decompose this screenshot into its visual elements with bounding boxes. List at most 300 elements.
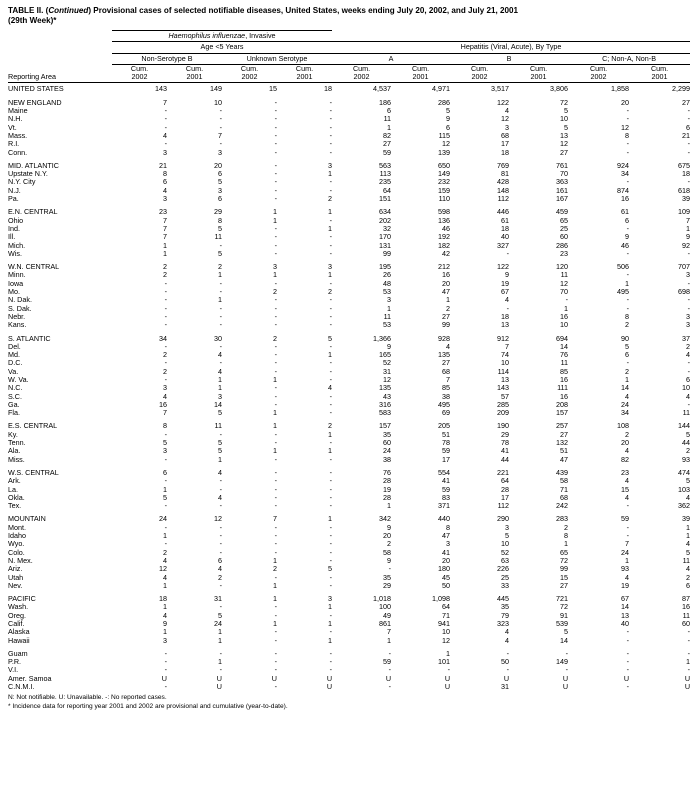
row-cell: 6 xyxy=(218,555,222,565)
row-cell: - xyxy=(626,248,630,258)
row-cell: 31 xyxy=(383,366,392,376)
row-cell: 6 xyxy=(446,122,451,132)
row-cell: 2 xyxy=(446,303,451,313)
row-cell: - xyxy=(274,320,277,330)
row-cell: 180 xyxy=(438,564,451,574)
row-cell: 68 xyxy=(501,130,510,140)
row-cell: - xyxy=(329,311,333,321)
row-area-label: Upstate N.Y. xyxy=(8,169,48,179)
row-cell: 6 xyxy=(218,194,222,204)
row-cell: 5 xyxy=(686,429,691,439)
row-cell: 4 xyxy=(686,564,691,574)
row-cell: 5 xyxy=(328,333,333,343)
row-cell: 323 xyxy=(497,619,510,628)
row-cell: 11 xyxy=(214,421,222,431)
row-cell: U xyxy=(326,673,333,683)
row-cell: - xyxy=(219,476,222,486)
row-area-label: W. Va. xyxy=(8,374,29,384)
col-header-year-4: 2001 xyxy=(296,72,313,82)
row-cell: 226 xyxy=(497,564,510,574)
row-area-label: Nev. xyxy=(8,580,23,590)
row-cell: - xyxy=(329,627,333,637)
row-cell: 1,018 xyxy=(373,594,392,604)
row-cell: 235 xyxy=(379,177,392,187)
row-cell: 85 xyxy=(560,366,569,376)
row-cell: 27 xyxy=(560,580,569,590)
row-cell: 34 xyxy=(159,333,167,343)
row-cell: 38 xyxy=(383,454,392,464)
row-cell: 4 xyxy=(218,564,222,574)
row-area-label: Vt. xyxy=(8,122,17,132)
row-cell: 20 xyxy=(442,555,451,565)
row-area-label: Pa. xyxy=(8,194,19,204)
row-cell: 1 xyxy=(625,555,630,565)
row-cell: - xyxy=(219,547,222,557)
row-cell: - xyxy=(626,648,630,658)
row-cell: - xyxy=(219,341,222,351)
row-cell: 1 xyxy=(446,295,451,305)
row-cell: - xyxy=(329,648,333,658)
col-header-cum-5: Cum. xyxy=(352,63,371,73)
row-cell: - xyxy=(274,492,277,502)
row-cell: 4 xyxy=(505,295,510,305)
row-cell: 1 xyxy=(218,454,222,464)
row-cell: - xyxy=(164,648,167,658)
row-cell: 539 xyxy=(556,619,569,628)
row-cell: 1 xyxy=(163,580,167,590)
row-cell: 1 xyxy=(218,383,222,393)
row-cell: 6 xyxy=(163,467,167,477)
footnote-line-1: N: Not notifiable. U: Unavailable. -: No reported cases. xyxy=(8,694,167,702)
notifiable-diseases-table xyxy=(8,30,690,691)
row-cell: 10 xyxy=(560,114,569,124)
row-cell: 19 xyxy=(501,278,510,288)
row-cell: 29 xyxy=(214,207,222,217)
row-cell: 67 xyxy=(621,594,630,604)
row-area-label: UNITED STATES xyxy=(8,84,64,94)
row-area-label: Oreg. xyxy=(8,610,26,620)
row-cell: - xyxy=(687,399,691,409)
col-header-year-8: 2001 xyxy=(530,72,547,82)
table-row xyxy=(8,99,690,107)
row-cell: 161 xyxy=(556,185,569,195)
row-cell: - xyxy=(274,572,277,582)
row-cell: - xyxy=(506,248,510,258)
row-cell: 70 xyxy=(560,169,569,179)
row-cell: 327 xyxy=(497,240,510,250)
row-cell: U xyxy=(684,673,691,683)
table-row xyxy=(8,431,690,439)
row-cell: 3 xyxy=(686,270,691,280)
row-cell: 8 xyxy=(625,130,630,140)
col-header-year-5: 2002 xyxy=(353,72,370,82)
row-cell: 12 xyxy=(560,139,569,149)
row-cell: 1 xyxy=(686,522,691,532)
row-cell: 83 xyxy=(442,492,451,502)
row-cell: 618 xyxy=(678,185,691,195)
row-cell: - xyxy=(274,194,277,204)
row-cell: 4 xyxy=(625,492,630,502)
row-cell: 3 xyxy=(218,185,222,195)
row-cell: 190 xyxy=(497,421,510,431)
row-cell: U xyxy=(562,673,569,683)
row-area-label: Mo. xyxy=(8,287,20,297)
row-cell: 109 xyxy=(678,207,691,217)
row-cell: - xyxy=(219,106,222,116)
row-cell: 19 xyxy=(383,484,392,494)
row-cell: 148 xyxy=(497,185,510,195)
row-cell: - xyxy=(329,438,333,448)
row-cell: 4 xyxy=(163,391,167,401)
row-cell: - xyxy=(687,627,691,637)
row-cell: - xyxy=(274,383,277,393)
row-cell: 2 xyxy=(625,320,630,330)
row-cell: 9 xyxy=(625,232,630,242)
row-cell: 1 xyxy=(328,350,333,360)
row-cell: - xyxy=(164,295,167,305)
row-cell: 59 xyxy=(442,446,451,456)
row-cell: 5 xyxy=(218,177,222,187)
row-cell: 4,537 xyxy=(373,84,392,94)
row-cell: 1 xyxy=(686,223,691,233)
row-cell: 1 xyxy=(218,635,222,645)
hflu-title-italic: Haemophilus influenzae xyxy=(168,31,246,40)
row-area-label: S.C. xyxy=(8,391,22,401)
row-cell: - xyxy=(219,429,222,439)
row-cell: U xyxy=(326,682,333,692)
row-area-label: Calif. xyxy=(8,619,25,628)
row-cell: - xyxy=(329,665,333,675)
row-cell: - xyxy=(219,139,222,149)
row-cell: 4 xyxy=(446,341,451,351)
row-cell: 495 xyxy=(438,399,451,409)
row-cell: 8 xyxy=(446,522,451,532)
row-area-label: Ala. xyxy=(8,446,21,456)
row-cell: 4 xyxy=(163,130,167,140)
row-cell: - xyxy=(274,657,277,667)
row-cell: 99 xyxy=(560,564,569,574)
row-cell: - xyxy=(219,287,222,297)
row-cell: 1,858 xyxy=(611,84,630,94)
row-cell: 9 xyxy=(387,555,392,565)
row-cell: 10 xyxy=(442,627,451,637)
row-cell: - xyxy=(274,391,277,401)
row-area-label: D.C. xyxy=(8,358,23,368)
row-cell: U xyxy=(271,673,277,683)
table-row xyxy=(8,486,690,494)
row-cell: 4 xyxy=(625,446,630,456)
row-cell: 242 xyxy=(556,501,569,511)
row-area-label: Ark. xyxy=(8,476,21,486)
row-cell: - xyxy=(274,366,277,376)
table-row xyxy=(8,469,690,477)
row-cell: 82 xyxy=(621,454,630,464)
row-cell: 1 xyxy=(328,207,333,217)
row-cell: 1 xyxy=(218,270,222,280)
table-row xyxy=(8,140,690,148)
row-cell: - xyxy=(626,531,630,541)
row-cell: 41 xyxy=(442,476,451,486)
row-area-label: Ind. xyxy=(8,223,20,233)
row-cell: - xyxy=(274,454,277,464)
row-cell: 37 xyxy=(682,333,691,343)
row-cell: - xyxy=(274,240,277,250)
row-cell: - xyxy=(506,665,510,675)
row-cell: 3 xyxy=(505,522,510,532)
row-cell: - xyxy=(388,648,392,658)
row-cell: 14 xyxy=(214,399,222,409)
table-row xyxy=(8,195,690,203)
row-cell: - xyxy=(164,657,167,667)
row-cell: 65 xyxy=(560,547,569,557)
row-cell: 12 xyxy=(560,278,569,288)
row-cell: - xyxy=(687,139,691,149)
row-cell: 16 xyxy=(621,194,630,204)
row-cell: - xyxy=(164,106,167,116)
row-cell: 1 xyxy=(328,619,333,628)
row-area-label: Ky. xyxy=(8,429,18,439)
row-cell: 44 xyxy=(501,454,510,464)
row-cell: 4 xyxy=(625,476,630,486)
row-cell: 2 xyxy=(387,539,392,549)
row-cell: - xyxy=(274,97,277,107)
row-cell: - xyxy=(329,97,333,107)
header-row-disease xyxy=(8,31,690,42)
row-cell: 2 xyxy=(218,572,222,582)
row-cell: 2 xyxy=(163,270,167,280)
table-row xyxy=(8,532,690,540)
row-cell: - xyxy=(219,522,222,532)
row-cell: 44 xyxy=(682,438,691,448)
row-cell: 157 xyxy=(379,421,392,431)
row-cell: 1 xyxy=(273,619,277,628)
header-row-serotype xyxy=(8,53,690,64)
row-cell: - xyxy=(219,278,222,288)
row-cell: 114 xyxy=(497,366,510,376)
table-row xyxy=(8,422,690,430)
row-cell: 7 xyxy=(686,215,691,225)
table-row xyxy=(8,208,690,216)
row-cell: 41 xyxy=(501,446,510,456)
row-cell: 7 xyxy=(505,341,510,351)
table-row xyxy=(8,401,690,409)
row-cell: 59 xyxy=(383,147,392,157)
row-cell: - xyxy=(506,303,510,313)
table-row xyxy=(8,612,690,620)
row-cell: 554 xyxy=(438,467,451,477)
row-cell: 1 xyxy=(218,295,222,305)
row-cell: 769 xyxy=(497,160,510,170)
table-row xyxy=(8,666,690,674)
row-cell: 93 xyxy=(621,564,630,574)
row-area-label: MOUNTAIN xyxy=(8,514,46,524)
row-cell: 60 xyxy=(560,232,569,242)
table-row xyxy=(8,557,690,565)
row-cell: - xyxy=(329,320,333,330)
row-cell: 58 xyxy=(383,547,392,557)
row-cell: - xyxy=(274,106,277,116)
row-cell: 14 xyxy=(560,635,569,645)
row-cell: 1 xyxy=(387,122,392,132)
row-cell: 4 xyxy=(218,366,222,376)
row-cell: 761 xyxy=(556,160,569,170)
row-area-label: Guam xyxy=(8,648,28,658)
row-cell: - xyxy=(329,374,333,384)
row-cell: 47 xyxy=(442,287,451,297)
row-cell: 11 xyxy=(214,232,222,242)
table-row xyxy=(8,132,690,140)
table-row xyxy=(8,115,690,123)
row-cell: 99 xyxy=(442,320,451,330)
row-cell: 61 xyxy=(621,207,630,217)
row-cell: - xyxy=(219,122,222,132)
row-cell: 26 xyxy=(383,270,392,280)
row-cell: 87 xyxy=(682,594,691,604)
row-area-label: Colo. xyxy=(8,547,25,557)
row-cell: 144 xyxy=(678,421,691,431)
row-cell: - xyxy=(274,539,277,549)
row-cell: 45 xyxy=(442,572,451,582)
row-cell: 16 xyxy=(682,602,691,612)
row-cell: 35 xyxy=(501,602,510,612)
row-area-label: S. Dak. xyxy=(8,303,32,313)
row-cell: 1 xyxy=(273,270,277,280)
row-cell: 122 xyxy=(497,262,510,272)
row-cell: - xyxy=(687,358,691,368)
row-area-label: Va. xyxy=(8,366,19,376)
row-cell: - xyxy=(626,270,630,280)
row-cell: 5 xyxy=(328,564,333,574)
row-cell: U xyxy=(684,682,691,692)
row-cell: 6 xyxy=(218,169,222,179)
row-cell: 4 xyxy=(686,350,691,360)
row-cell: - xyxy=(164,665,167,675)
row-cell: 25 xyxy=(501,572,510,582)
row-cell: 2 xyxy=(163,262,167,272)
row-cell: 1 xyxy=(218,374,222,384)
row-cell: 46 xyxy=(442,223,451,233)
row-cell: 2 xyxy=(686,572,691,582)
row-cell: - xyxy=(329,531,333,541)
row-cell: 6 xyxy=(686,122,691,132)
row-cell: - xyxy=(274,147,277,157)
row-area-label: Ill. xyxy=(8,232,16,242)
row-cell: 7 xyxy=(163,215,167,225)
row-cell: - xyxy=(626,147,630,157)
row-cell: 34 xyxy=(621,408,630,418)
row-cell: - xyxy=(329,572,333,582)
row-cell: 4 xyxy=(505,635,510,645)
row-cell: 694 xyxy=(556,333,569,343)
row-cell: 6 xyxy=(625,215,630,225)
row-cell: - xyxy=(274,682,277,692)
row-cell: 8 xyxy=(163,169,167,179)
row-cell: 18 xyxy=(324,84,333,94)
row-cell: U xyxy=(444,673,451,683)
row-cell: - xyxy=(219,580,222,590)
row-cell: - xyxy=(329,501,333,511)
row-cell: U xyxy=(562,682,569,692)
row-cell: 563 xyxy=(379,160,392,170)
col-header-cum-4: Cum. xyxy=(295,63,314,73)
hepatitis-b-header: B xyxy=(450,53,568,64)
row-cell: 11 xyxy=(682,555,691,565)
row-cell: - xyxy=(274,610,277,620)
row-cell: 16 xyxy=(560,374,569,384)
row-area-label: C.N.M.I. xyxy=(8,682,35,692)
row-cell: 209 xyxy=(497,408,510,418)
row-cell: - xyxy=(274,501,277,511)
row-cell: 7 xyxy=(273,514,277,524)
row-cell: 4 xyxy=(218,467,222,477)
row-cell: 28 xyxy=(383,476,392,486)
row-cell: 5 xyxy=(686,547,691,557)
row-cell: - xyxy=(388,682,392,692)
row-cell: 14 xyxy=(560,341,569,351)
row-area-label: Nebr. xyxy=(8,311,26,321)
row-cell: 10 xyxy=(501,358,510,368)
table-row xyxy=(8,225,690,233)
row-cell: 28 xyxy=(383,492,392,502)
row-cell: 924 xyxy=(617,160,630,170)
row-area-label: N. Mex. xyxy=(8,555,33,565)
table-row xyxy=(8,658,690,666)
row-cell: 20 xyxy=(442,278,451,288)
row-cell: - xyxy=(329,147,333,157)
row-area-label: Tenn. xyxy=(8,438,26,448)
row-cell: 53 xyxy=(383,287,392,297)
row-cell: - xyxy=(219,114,222,124)
row-cell: 3 xyxy=(163,446,167,456)
row-cell: - xyxy=(565,295,569,305)
row-cell: 70 xyxy=(560,287,569,297)
header-row-age xyxy=(8,42,690,53)
row-cell: 149 xyxy=(556,657,569,667)
row-cell: - xyxy=(274,278,277,288)
row-cell: - xyxy=(329,476,333,486)
row-cell: 5 xyxy=(564,627,569,637)
row-cell: 11 xyxy=(682,408,691,418)
row-cell: 61 xyxy=(501,215,510,225)
col-header-cum-1: Cum. xyxy=(130,63,149,73)
row-cell: 3 xyxy=(686,320,691,330)
col-header-year-9: 2002 xyxy=(590,72,607,82)
col-header-year-6: 2001 xyxy=(412,72,429,82)
row-cell: 27 xyxy=(442,311,451,321)
row-cell: 92 xyxy=(682,240,691,250)
row-cell: 8 xyxy=(625,311,630,321)
row-cell: - xyxy=(329,248,333,258)
row-cell: 27 xyxy=(383,139,392,149)
row-cell: - xyxy=(447,665,451,675)
row-cell: 91 xyxy=(560,610,569,620)
table-row xyxy=(8,313,690,321)
row-cell: 19 xyxy=(621,580,630,590)
row-cell: 2 xyxy=(163,350,167,360)
row-cell: 474 xyxy=(678,467,691,477)
row-cell: - xyxy=(274,429,277,439)
row-cell: 21 xyxy=(682,130,691,140)
row-cell: - xyxy=(164,122,167,132)
row-cell: - xyxy=(164,311,167,321)
row-area-label: Del. xyxy=(8,341,21,351)
row-cell: - xyxy=(219,648,222,658)
row-cell: 79 xyxy=(501,610,510,620)
row-cell: - xyxy=(329,539,333,549)
row-cell: - xyxy=(687,635,691,645)
table-row xyxy=(8,582,690,590)
row-cell: 63 xyxy=(501,555,510,565)
